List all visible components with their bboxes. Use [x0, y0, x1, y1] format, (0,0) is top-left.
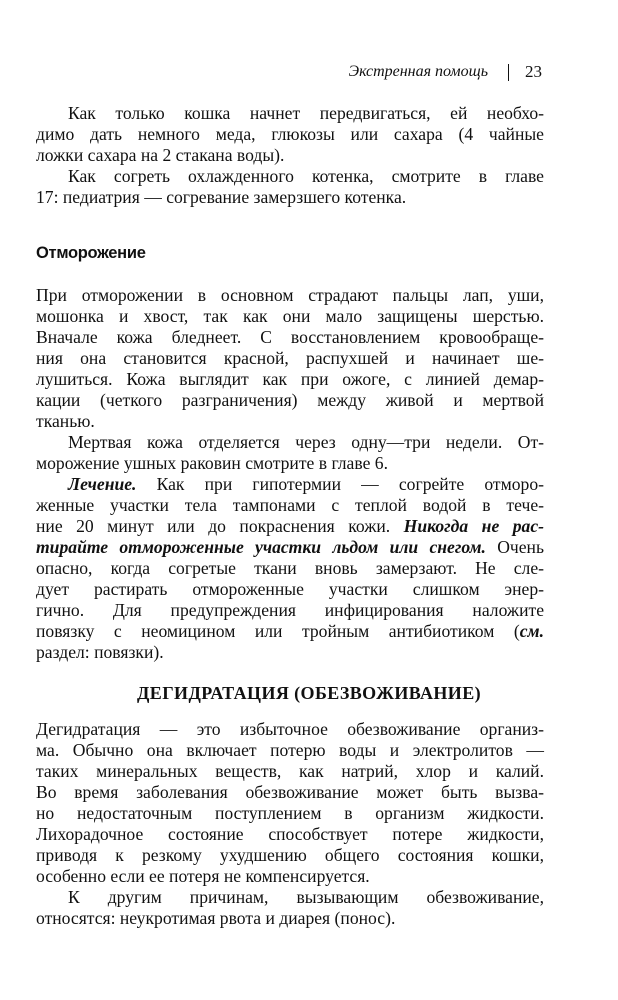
text-line: мошонка и хвост, так как они мало защищены шерстью. — [36, 306, 544, 326]
text-line: но недостаточным поступлением в организм жидкости. — [36, 803, 544, 823]
text-line: морожение ушных раковин смотрите в главе 6. — [36, 453, 388, 473]
text-line: тканью. — [36, 411, 95, 431]
treatment-label: Лечение. — [68, 474, 137, 494]
running-header — [349, 62, 542, 82]
text-line: ма. Обычно она включает потерю воды и электролитов — — [36, 740, 544, 760]
frostbite-text — [36, 285, 544, 663]
see-reference: см. — [519, 621, 544, 641]
text-line — [36, 537, 544, 558]
text-run: Как при гипотермии — согрейте отморо- — [136, 474, 544, 494]
text-line: относятся: неукротимая рвота и диарея (понос). — [36, 908, 396, 928]
frostbite-heading: Отморожение — [36, 244, 146, 262]
text-run: повязку с неомицином или тройным антибиотиком ( — [36, 621, 520, 641]
text-line: гично. Для предупреждения инфицирования наложите — [36, 600, 544, 620]
text-line: Как согреть охлажденного котенка, смотрите в главе — [68, 166, 544, 186]
text-line: К другим причинам, вызывающим обезвоживание, — [68, 887, 544, 907]
treatment-line — [36, 474, 544, 495]
text-line: опасно, когда согретые ткани вновь замерзают. Не сле- — [36, 558, 544, 578]
text-run: ние 20 минут или до покраснения кожи. — [36, 516, 404, 536]
text-run: Очень — [485, 537, 544, 557]
text-line: приводя к резкому ухудшению общего состояния кошки, — [36, 845, 544, 865]
dehydration-heading: ДЕГИДРАТАЦИЯ (ОБЕЗВОЖИВАНИЕ) — [137, 683, 481, 703]
text-line: Мертвая кожа отделяется через одну—три недели. От- — [68, 432, 544, 452]
text-line — [36, 516, 544, 537]
text-line: ложки сахара на 2 стакана воды). — [36, 145, 285, 165]
text-line: 17: педиатрия — согревание замерзшего котенка. — [36, 187, 407, 207]
text-line — [36, 621, 544, 642]
text-line: женные участки тела тампонами с теплой водой в тече- — [36, 495, 544, 515]
text-line: раздел: повязки). — [36, 642, 164, 662]
text-line: Во время заболевания обезвоживание может быть вызва- — [36, 782, 544, 802]
text-line: Дегидратация — это избыточное обезвоживание организ- — [36, 719, 544, 739]
page-number: 23 — [525, 62, 542, 81]
text-line: дует растирать отмороженные участки слишком энер- — [36, 579, 544, 599]
text-line: Вначале кожа бледнеет. С восстановлением кровообраще- — [36, 327, 544, 347]
text-line: ния она становится красной, распухшей и начинает ше- — [36, 348, 544, 368]
intro-paragraphs — [36, 103, 544, 208]
text-line: таких минеральных веществ, как натрий, хлор и калий. — [36, 761, 544, 781]
running-title: Экстренная помощь — [348, 63, 488, 80]
text-line: лушиться. Кожа выглядит как при ожоге, с линией демар- — [36, 369, 544, 389]
text-line: кации (четкого разграничения) между живой и мертвой — [36, 390, 544, 410]
text-line: димо дать немного меда, глюкозы или сахара (4 чайные — [36, 124, 544, 144]
dehydration-text — [36, 719, 544, 929]
text-line: особенно если ее потеря не компенсируется. — [36, 866, 370, 886]
text-line: Как только кошка начнет передвигаться, ей необхо- — [68, 103, 544, 123]
warning-text: Никогда не рас- — [403, 516, 544, 536]
header-divider — [508, 64, 509, 81]
warning-text: тирайте отмороженные участки льдом или снегом. — [36, 537, 486, 557]
text-line: При отморожении в основном страдают пальцы лап, уши, — [36, 285, 544, 305]
text-line: Лихорадочное состояние способствует потере жидкости, — [36, 824, 544, 844]
